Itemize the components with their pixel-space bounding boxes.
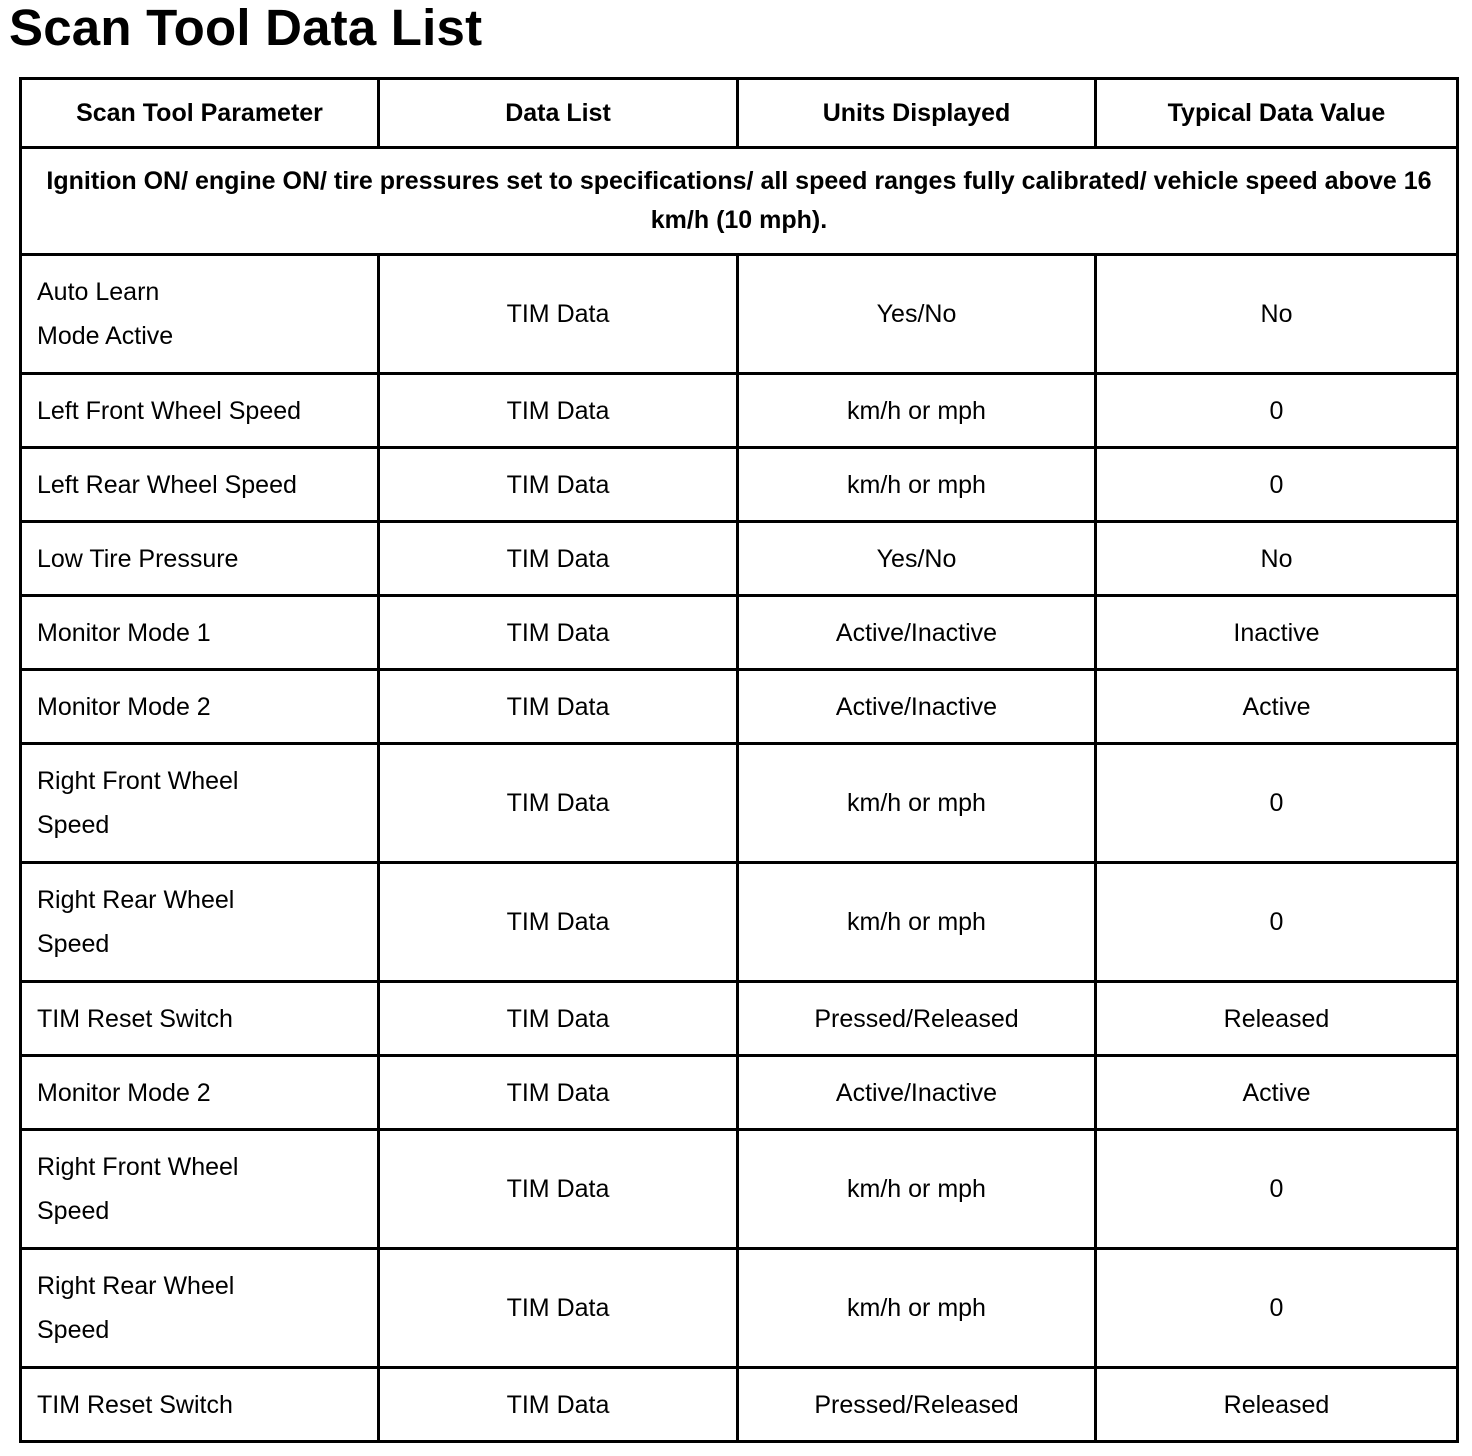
units-cell: Active/Inactive: [738, 596, 1096, 670]
typical-value-cell: No: [1096, 255, 1458, 374]
parameter-cell: Right Front Wheel Speed: [21, 744, 379, 863]
typical-value-cell: Active: [1096, 1056, 1458, 1130]
units-cell: km/h or mph: [738, 1130, 1096, 1249]
table-header-row: [21, 79, 1458, 148]
data-list-cell: TIM Data: [379, 1368, 738, 1442]
parameter-cell: Right Front Wheel Speed: [21, 1130, 379, 1249]
typical-value-cell: Inactive: [1096, 596, 1458, 670]
data-list-cell: TIM Data: [379, 982, 738, 1056]
condition-row: [21, 148, 1458, 255]
units-cell: km/h or mph: [738, 1249, 1096, 1368]
parameter-cell: Right Rear Wheel Speed: [21, 1249, 379, 1368]
typical-value-cell: Active: [1096, 670, 1458, 744]
typical-value-cell: 0: [1096, 448, 1458, 522]
typical-value-cell: No: [1096, 522, 1458, 596]
parameter-cell: Monitor Mode 2: [21, 670, 379, 744]
parameter-cell: Left Front Wheel Speed: [21, 374, 379, 448]
table-row: [21, 1249, 1458, 1368]
typical-value-cell: Released: [1096, 1368, 1458, 1442]
header-units-displayed: Units Displayed: [738, 79, 1096, 148]
parameter-cell: Monitor Mode 1: [21, 596, 379, 670]
scan-tool-data-table: [19, 77, 1459, 1443]
data-list-cell: TIM Data: [379, 1130, 738, 1249]
units-cell: Pressed/Released: [738, 982, 1096, 1056]
data-list-cell: TIM Data: [379, 1249, 738, 1368]
table-row: [21, 1056, 1458, 1130]
units-cell: Yes/No: [738, 522, 1096, 596]
units-cell: Yes/No: [738, 255, 1096, 374]
page-title: Scan Tool Data List: [9, 0, 483, 56]
units-cell: km/h or mph: [738, 863, 1096, 982]
data-list-cell: TIM Data: [379, 374, 738, 448]
units-cell: km/h or mph: [738, 448, 1096, 522]
header-typical-data-value: Typical Data Value: [1096, 79, 1458, 148]
data-list-cell: TIM Data: [379, 670, 738, 744]
header-data-list: Data List: [379, 79, 738, 148]
typical-value-cell: 0: [1096, 1130, 1458, 1249]
table-row: [21, 1368, 1458, 1442]
typical-value-cell: Released: [1096, 982, 1458, 1056]
table-row: [21, 982, 1458, 1056]
data-list-cell: TIM Data: [379, 1056, 738, 1130]
table-row: [21, 596, 1458, 670]
units-cell: Active/Inactive: [738, 1056, 1096, 1130]
table-row: [21, 863, 1458, 982]
table-row: [21, 670, 1458, 744]
parameter-cell: TIM Reset Switch: [21, 982, 379, 1056]
parameter-cell: TIM Reset Switch: [21, 1368, 379, 1442]
table-row: [21, 255, 1458, 374]
units-cell: km/h or mph: [738, 744, 1096, 863]
table-row: [21, 522, 1458, 596]
units-cell: Pressed/Released: [738, 1368, 1096, 1442]
data-list-cell: TIM Data: [379, 744, 738, 863]
data-list-cell: TIM Data: [379, 522, 738, 596]
parameter-cell: Right Rear Wheel Speed: [21, 863, 379, 982]
data-list-cell: TIM Data: [379, 448, 738, 522]
header-scan-tool-parameter: Scan Tool Parameter: [21, 79, 379, 148]
parameter-cell: Monitor Mode 2: [21, 1056, 379, 1130]
typical-value-cell: 0: [1096, 374, 1458, 448]
data-list-cell: TIM Data: [379, 255, 738, 374]
typical-value-cell: 0: [1096, 863, 1458, 982]
condition-text: Ignition ON/ engine ON/ tire pressures set to specifications/ all speed ranges fully calibrated/ vehicle speed above 16 km/h (10 mph).: [21, 148, 1458, 255]
typical-value-cell: 0: [1096, 744, 1458, 863]
parameter-cell: Auto Learn Mode Active: [21, 255, 379, 374]
typical-value-cell: 0: [1096, 1249, 1458, 1368]
data-list-cell: TIM Data: [379, 596, 738, 670]
parameter-cell: Left Rear Wheel Speed: [21, 448, 379, 522]
parameter-cell: Low Tire Pressure: [21, 522, 379, 596]
units-cell: Active/Inactive: [738, 670, 1096, 744]
table-row: [21, 448, 1458, 522]
table-row: [21, 744, 1458, 863]
data-list-cell: TIM Data: [379, 863, 738, 982]
table-row: [21, 1130, 1458, 1249]
units-cell: km/h or mph: [738, 374, 1096, 448]
table-row: [21, 374, 1458, 448]
